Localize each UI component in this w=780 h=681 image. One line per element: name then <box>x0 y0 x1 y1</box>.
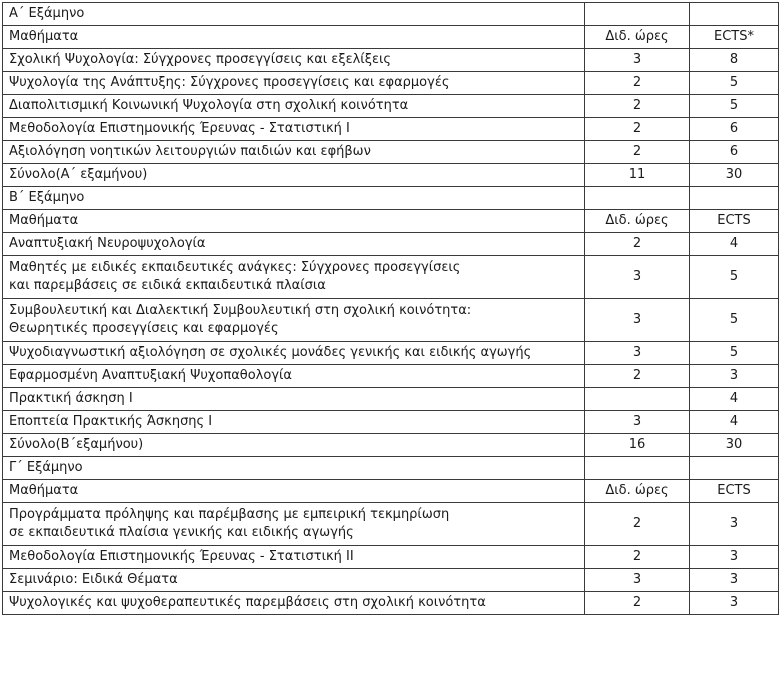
semester-title-row <box>3 3 779 26</box>
course-name-line: Αναπτυξιακή Νευροψυχολογία <box>9 236 206 251</box>
header-ects: ECTS* <box>690 26 779 49</box>
course-row <box>3 95 779 118</box>
course-name-line: Ψυχοδιαγνωστική αξιολόγηση σε σχολικές μονάδες γενικής και ειδικής αγωγής <box>9 345 532 360</box>
course-hours: 2 <box>585 141 690 164</box>
header-hours: Διδ. ώρες <box>585 210 690 233</box>
course-hours: 3 <box>585 342 690 365</box>
course-hours: 3 <box>585 299 690 342</box>
course-row <box>3 342 779 365</box>
course-name-cell <box>3 388 585 411</box>
column-header-row <box>3 480 779 503</box>
course-name-cell <box>3 49 585 72</box>
course-ects: 3 <box>690 592 779 615</box>
course-row <box>3 141 779 164</box>
column-header-row <box>3 210 779 233</box>
course-row <box>3 256 779 299</box>
semester-total-row <box>3 164 779 187</box>
course-name-line: Μεθοδολογία Επιστημονικής Έρευνας - Στατιστική Ι <box>9 121 350 136</box>
course-name-cell <box>3 342 585 365</box>
course-row <box>3 569 779 592</box>
course-name-cell <box>3 95 585 118</box>
course-ects: 4 <box>690 411 779 434</box>
course-hours: 2 <box>585 365 690 388</box>
course-ects: 3 <box>690 546 779 569</box>
course-ects: 5 <box>690 72 779 95</box>
semester-total-row <box>3 434 779 457</box>
semester-title-hours-cell <box>585 3 690 26</box>
course-hours: 2 <box>585 95 690 118</box>
total-ects: 30 <box>690 164 779 187</box>
semester-title-ects-cell <box>690 457 779 480</box>
course-row <box>3 49 779 72</box>
course-row <box>3 365 779 388</box>
semester-title: Γ΄ Εξάμηνο <box>3 457 585 480</box>
course-name-cell <box>3 72 585 95</box>
course-name-line: σε εκπαιδευτικά πλαίσια γενικής και ειδικής αγωγής <box>9 525 354 540</box>
course-name-line: Μεθοδολογία Επιστημονικής Έρευνας - Στατιστική ΙΙ <box>9 549 354 564</box>
course-name-cell <box>3 546 585 569</box>
course-ects: 3 <box>690 365 779 388</box>
course-ects: 8 <box>690 49 779 72</box>
header-hours: Διδ. ώρες <box>585 26 690 49</box>
course-name-cell <box>3 365 585 388</box>
course-name-line: Συμβουλευτική και Διαλεκτική Συμβουλευτική στη σχολική κοινότητα: <box>9 303 472 318</box>
course-hours: 3 <box>585 49 690 72</box>
course-row <box>3 118 779 141</box>
course-ects: 3 <box>690 569 779 592</box>
course-name-cell <box>3 233 585 256</box>
course-hours: 2 <box>585 592 690 615</box>
header-course: Μαθήματα <box>3 480 585 503</box>
course-name-line: και παρεμβάσεις σε ειδικά εκπαιδευτικά πλαίσια <box>9 278 326 293</box>
course-name-cell <box>3 256 585 299</box>
total-hours: 16 <box>585 434 690 457</box>
semester-title-hours-cell <box>585 187 690 210</box>
curriculum-table <box>2 2 779 615</box>
course-name-cell <box>3 503 585 546</box>
total-hours: 11 <box>585 164 690 187</box>
course-row <box>3 72 779 95</box>
course-row <box>3 592 779 615</box>
total-label: Σύνολο(Α΄ εξαμήνου) <box>3 164 585 187</box>
course-row <box>3 411 779 434</box>
semester-title-ects-cell <box>690 187 779 210</box>
course-ects: 6 <box>690 118 779 141</box>
course-name-cell <box>3 299 585 342</box>
course-hours: 2 <box>585 233 690 256</box>
course-hours: 3 <box>585 569 690 592</box>
semester-title-row <box>3 457 779 480</box>
course-row <box>3 388 779 411</box>
course-hours: 2 <box>585 503 690 546</box>
course-name-line: Προγράμματα πρόληψης και παρέμβασης με εμπειρική τεκμηρίωση <box>9 507 450 522</box>
course-name-cell <box>3 141 585 164</box>
semester-title-ects-cell <box>690 3 779 26</box>
semester-title-row <box>3 187 779 210</box>
course-name-cell <box>3 118 585 141</box>
header-hours: Διδ. ώρες <box>585 480 690 503</box>
course-row <box>3 546 779 569</box>
course-name-line: Εφαρμοσμένη Αναπτυξιακή Ψυχοπαθολογία <box>9 368 292 383</box>
header-ects: ECTS <box>690 210 779 233</box>
course-ects: 5 <box>690 342 779 365</box>
course-name-line: Πρακτική άσκηση Ι <box>9 391 133 406</box>
course-ects: 5 <box>690 256 779 299</box>
total-label: Σύνολο(Β΄εξαμήνου) <box>3 434 585 457</box>
total-ects: 30 <box>690 434 779 457</box>
column-header-row <box>3 26 779 49</box>
header-course: Μαθήματα <box>3 210 585 233</box>
course-name-cell <box>3 592 585 615</box>
course-ects: 3 <box>690 503 779 546</box>
header-course: Μαθήματα <box>3 26 585 49</box>
course-row <box>3 233 779 256</box>
course-hours <box>585 388 690 411</box>
course-ects: 4 <box>690 233 779 256</box>
course-hours: 3 <box>585 256 690 299</box>
course-name-line: Ψυχολογία της Ανάπτυξης: Σύγχρονες προσεγγίσεις και εφαρμογές <box>9 75 450 90</box>
course-name-line: Μαθητές με ειδικές εκπαιδευτικές ανάγκες: Σύγχρονες προσεγγίσεις <box>9 260 461 275</box>
course-row <box>3 503 779 546</box>
semester-title-hours-cell <box>585 457 690 480</box>
course-ects: 6 <box>690 141 779 164</box>
course-hours: 3 <box>585 411 690 434</box>
course-ects: 5 <box>690 299 779 342</box>
course-hours: 2 <box>585 118 690 141</box>
course-hours: 2 <box>585 546 690 569</box>
course-name-cell <box>3 411 585 434</box>
semester-title: Α΄ Εξάμηνο <box>3 3 585 26</box>
curriculum-body <box>3 3 779 615</box>
course-name-line: Σεμινάριο: Ειδικά Θέματα <box>9 572 178 587</box>
course-hours: 2 <box>585 72 690 95</box>
course-ects: 5 <box>690 95 779 118</box>
course-name-cell <box>3 569 585 592</box>
course-name-line: Εποπτεία Πρακτικής Άσκησης Ι <box>9 414 213 429</box>
course-row <box>3 299 779 342</box>
semester-title: Β΄ Εξάμηνο <box>3 187 585 210</box>
course-name-line: Διαπολιτισμική Κοινωνική Ψυχολογία στη σχολική κοινότητα <box>9 98 409 113</box>
course-name-line: Ψυχολογικές και ψυχοθεραπευτικές παρεμβάσεις στη σχολική κοινότητα <box>9 595 486 610</box>
course-name-line: Θεωρητικές προσεγγίσεις και εφαρμογές <box>9 321 279 336</box>
course-name-line: Αξιολόγηση νοητικών λειτουργιών παιδιών και εφήβων <box>9 144 371 159</box>
header-ects: ECTS <box>690 480 779 503</box>
course-name-line: Σχολική Ψυχολογία: Σύγχρονες προσεγγίσεις και εξελίξεις <box>9 52 392 67</box>
course-ects: 4 <box>690 388 779 411</box>
